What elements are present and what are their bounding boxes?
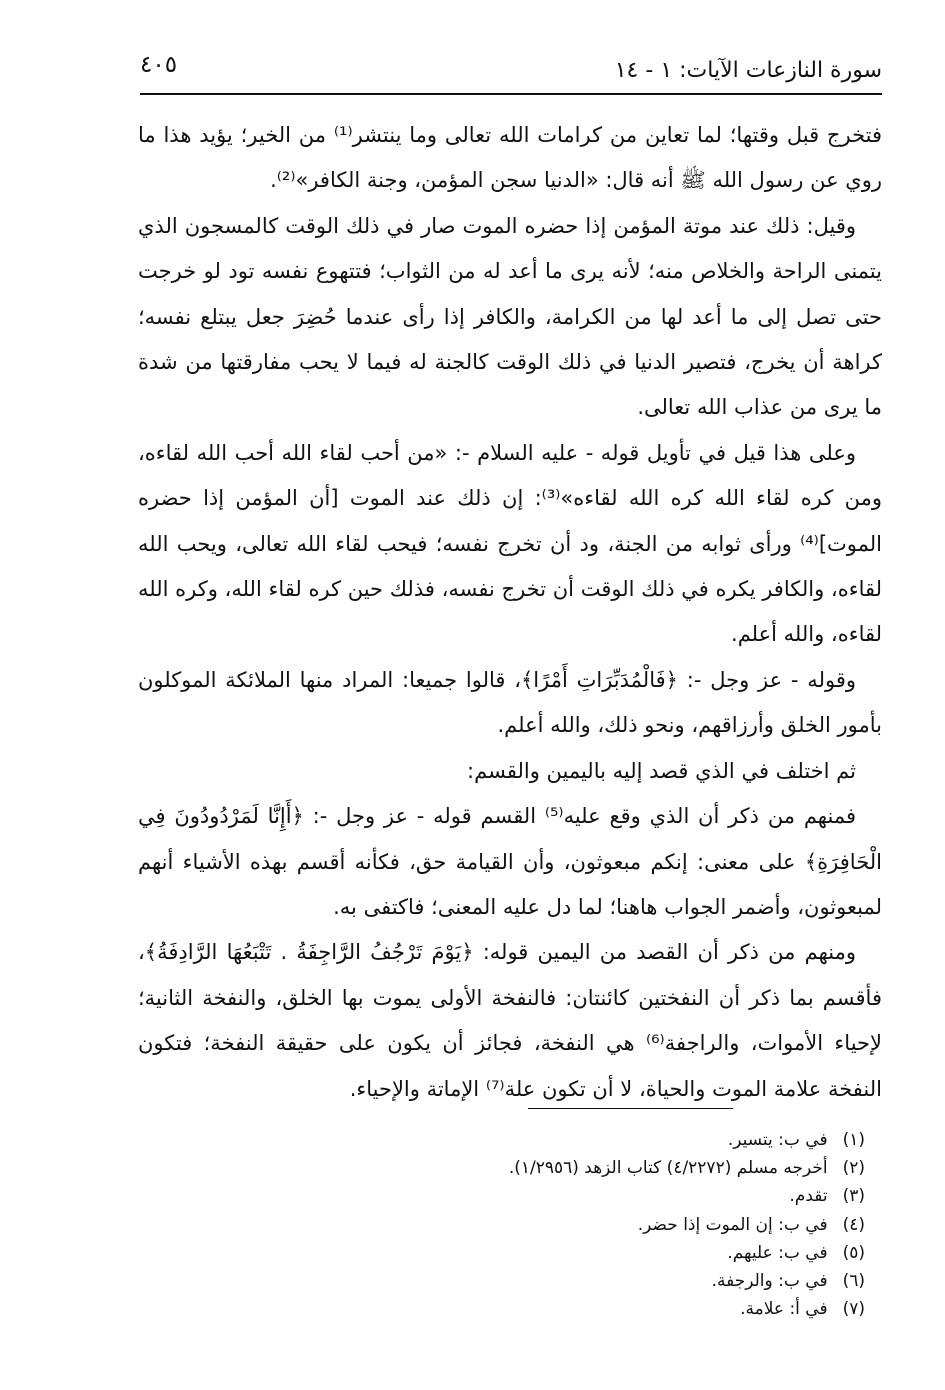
footnote-text: في ب: والرجفة. — [711, 1271, 828, 1292]
paragraph: ومنهم من ذكر أن القصد من اليمين قوله: ﴿يَوْمَ تَرْجُفُ الرَّاجِفَةُ . تَتْبَعُهَا الرَّادِفَةُ﴾، فأقسم بما ذكر أن النفختين كائنتان: فالنفخة الأولى يموت بها الخلق، والنفخة الثانية؛ لإحياء الأموات، والراجفة⁽⁶⁾ هي النفخة، فجائز أن يكون على حقيقة النفخة؛ فتكون النفخة علامة الموت والحياة، لا أن تكون علة⁽⁷⁾ الإماتة والإحياء. — [138, 940, 882, 1101]
paragraph: ثم اختلف في الذي قصد إليه باليمين والقسم: — [467, 758, 856, 783]
header-divider — [140, 93, 882, 95]
footnote-number: (٦) — [842, 1271, 865, 1292]
footnote-number: (١) — [842, 1130, 865, 1150]
paragraph: فمنهم من ذكر أن الذي وقع عليه⁽⁵⁾ القسم قوله - عز وجل -: ﴿أَإِنَّا لَمَرْدُودُونَ فِي الْحَافِرَةِ﴾ على معنى: إنكم مبعوثون، وأن القيامة حق، فكأنه أقسم بهذه الأشياء أنهم لمبعوثون، وأضمر الجواب هاهنا؛ لما دل عليه المعنى؛ فاكتفى به. — [138, 804, 882, 919]
footnote-number: (٧) — [842, 1299, 865, 1320]
footnote — [300, 1267, 865, 1295]
footnote-text: في ب: عليهم. — [727, 1242, 828, 1263]
footnote-text: في ب: إن الموت إذا حضر. — [637, 1214, 828, 1235]
footnote — [300, 1211, 865, 1239]
footnote — [300, 1239, 865, 1267]
paragraph: وقوله - عز وجل -: ﴿فَالْمُدَبِّرَاتِ أَمْرًا﴾، قالوا جميعا: المراد منها الملائكة الموكلون بأمور الخلق وأرزاقهم، ونحو ذلك، والله أعلم. — [138, 667, 882, 738]
main-text — [138, 113, 882, 1112]
running-title: سورة النازعات الآيات: ١ - ١٤ — [614, 58, 882, 83]
footnote — [300, 1126, 865, 1154]
footnote-number: (٥) — [842, 1242, 865, 1263]
footnote-divider — [528, 1108, 733, 1109]
running-header — [140, 52, 882, 92]
footnote-text: في أ: علامة. — [740, 1299, 828, 1320]
footnote-number: (٢) — [842, 1158, 865, 1179]
footnote — [300, 1182, 865, 1210]
paragraph: وقيل: ذلك عند موتة المؤمن إذا حضره الموت صار في ذلك الوقت كالمسجون الذي يتمنى الراحة والخلاص منه؛ لأنه يرى ما أعد له من الثواب؛ فتتهوع نفسه تود لو خرجت حتى تصل إلى ما أعد لها من الكرامة، والكافر إذا رأى عندما حُضِرَ جعل يبتلع نفسه؛ كراهة أن يخرج، فتصير الدنيا في ذلك الوقت كالجنة له فيما لا يحب مفارقتها من شدة ما يرى من عذاب الله تعالى. — [138, 213, 882, 420]
paragraph: فتخرج قبل وقتها؛ لما تعاين من كرامات الله تعالى وما ينتشر⁽¹⁾ من الخير؛ يؤيد هذا ما روي عن رسول الله ﷺ أنه قال: «الدنيا سجن المؤمن، وجنة الكافر»⁽²⁾. — [138, 123, 883, 193]
footnote-text: أخرجه مسلم (٤/٢٢٧٢) كتاب الزهد (١/٢٩٥٦). — [508, 1158, 828, 1179]
footnote — [300, 1154, 865, 1182]
footnote-text: تقدم. — [789, 1186, 828, 1207]
page-number: ٤٠٥ — [140, 52, 178, 78]
footnote-text: في ب: يتسير. — [727, 1130, 828, 1150]
footnote-number: (٤) — [842, 1214, 865, 1235]
paragraph: وعلى هذا قيل في تأويل قوله - عليه السلام -: «من أحب لقاء الله أحب الله لقاءه، ومن كره لقاء الله كره الله لقاءه»⁽³⁾: إن ذلك عند الموت [أن المؤمن إذا حضره الموت]⁽⁴⁾ ورأى ثوابه من الجنة، ود أن تخرج نفسه؛ فيحب لقاء الله تعالى، ويحب الله لقاءه، والكافر يكره في ذلك الوقت أن تخرج نفسه، فذلك حين كره لقاء الله، وكره الله لقاءه، والله أعلم. — [138, 440, 882, 647]
footnote — [300, 1295, 865, 1323]
footnote-number: (٣) — [842, 1186, 865, 1207]
footnotes — [300, 1126, 865, 1323]
